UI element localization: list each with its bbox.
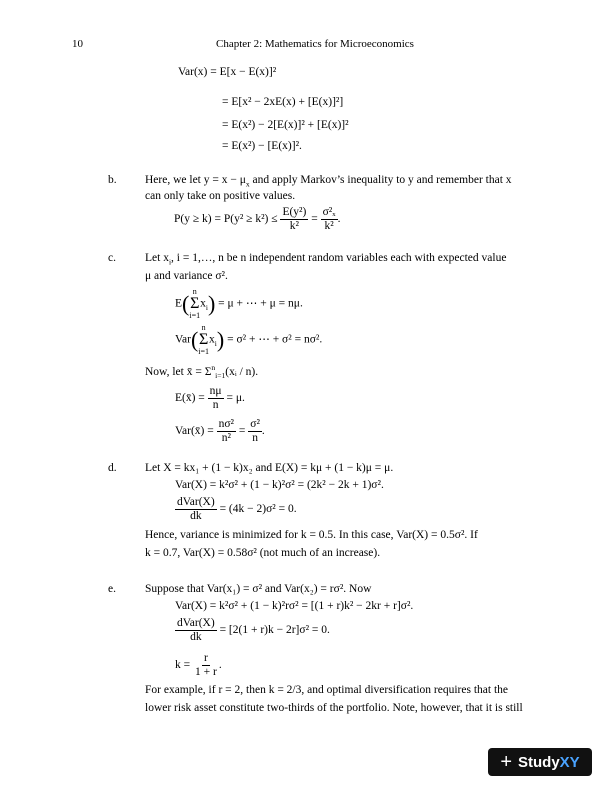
part-c-text-2: μ and variance σ². bbox=[145, 270, 228, 282]
part-d-derivative-eq: $\frac{\text{dVar(X)}}{dk}$ = (4k − 2)σ² = 0. bbox=[177, 496, 297, 522]
part-c-label: c. bbox=[108, 252, 116, 264]
part-a-line-3: = E(x²) − 2[E(x)]² + [E(x)]² bbox=[222, 119, 349, 131]
part-b-text-1: Here, we let $y = x - \mu_x$ and apply Markov’s inequality to y and remember that x bbox=[145, 174, 512, 189]
part-a-line-2: = E[x² − 2xE(x) + [E(x)]²] bbox=[222, 96, 344, 108]
part-e-text-1: Suppose that Var(x₁) = σ² and Var(x₂) = rσ². Now bbox=[145, 583, 372, 595]
part-c-variance-sum: Var( n Σ i=1 $x_i) = \sigma^2$ + ⋯ + σ² = nσ². bbox=[175, 323, 323, 356]
part-b-markov-equation: P(y ≥ k) = P(y² ≥ k²) ≤ $\frac{\text{E(y²)}}{\text{k²}}$ = $\frac{\text{σ²ₓ}}{\text{k²}}$ . bbox=[174, 206, 341, 232]
brand-study: Study bbox=[518, 753, 560, 771]
part-a-line-1: Var(x) = E[x − E(x)]² bbox=[178, 66, 277, 78]
chapter-title: Chapter 2: Mathematics for Microeconomics bbox=[216, 38, 414, 50]
part-d-text-2: Hence, variance is minimized for k = 0.5. In this case, Var(X) = 0.5σ². If bbox=[145, 529, 478, 541]
part-c-expectation-sum: E( n Σ i=1 $x_i) = \mu$ + ⋯ + μ = nμ. bbox=[175, 287, 303, 320]
part-e-label: e. bbox=[108, 583, 116, 595]
part-d-text-3: k = 0.7, Var(X) = 0.58σ² (not much of an increase). bbox=[145, 547, 381, 559]
part-c-mean-of-average: E(x̄) = $\frac{n\mu}{n}$ = μ. bbox=[175, 385, 245, 411]
part-c-text-1: Let $x_i$, i = 1,…, n be n independent random variables each with expected value bbox=[145, 252, 507, 267]
studyxy-badge[interactable] bbox=[488, 748, 592, 776]
part-d-text-1: Let X = kx₁ + (1 − k)x₂ and E(X) = kμ + (1 − k)μ = μ. bbox=[145, 462, 394, 474]
plus-icon: + bbox=[500, 750, 512, 773]
part-b-label: b. bbox=[108, 174, 117, 186]
part-b-text-2: can only take on positive values. bbox=[145, 190, 296, 202]
part-c-now-let: Now, let x̄ = $\Sigma^n_{i=1}(xᵢ / n)$. bbox=[145, 363, 259, 381]
brand-xy: XY bbox=[559, 753, 580, 771]
part-e-derivative-eq: $\frac{\text{dVar(X)}}{dk}$ = [2(1 + r)k − 2r]σ² = 0. bbox=[177, 617, 330, 643]
part-e-text-3: lower risk asset constitute two-thirds of the portfolio. Note, however, that it is still bbox=[145, 702, 523, 714]
part-e-optimal-k: k = $\frac{r}{1 + r}$ . bbox=[175, 652, 222, 678]
part-e-variance-eq: Var(X) = k²σ² + (1 − k)²rσ² = [(1 + r)k² − 2kr + r]σ². bbox=[175, 600, 414, 612]
page-number: 10 bbox=[72, 38, 83, 50]
part-e-text-2: For example, if r = 2, then k = 2/3, and optimal diversification requires that the bbox=[145, 684, 508, 696]
part-c-variance-of-average: Var(x̄) = $\frac{\text{nσ²}}{\text{n²}}$ = $\frac{\text{σ²}}{n}$ . bbox=[175, 418, 265, 444]
part-d-label: d. bbox=[108, 462, 117, 474]
part-a-line-4: = E(x²) − [E(x)]². bbox=[222, 140, 302, 152]
part-d-variance-eq: Var(X) = k²σ² + (1 − k)²σ² = (2k² − 2k + 1)σ². bbox=[175, 479, 384, 491]
